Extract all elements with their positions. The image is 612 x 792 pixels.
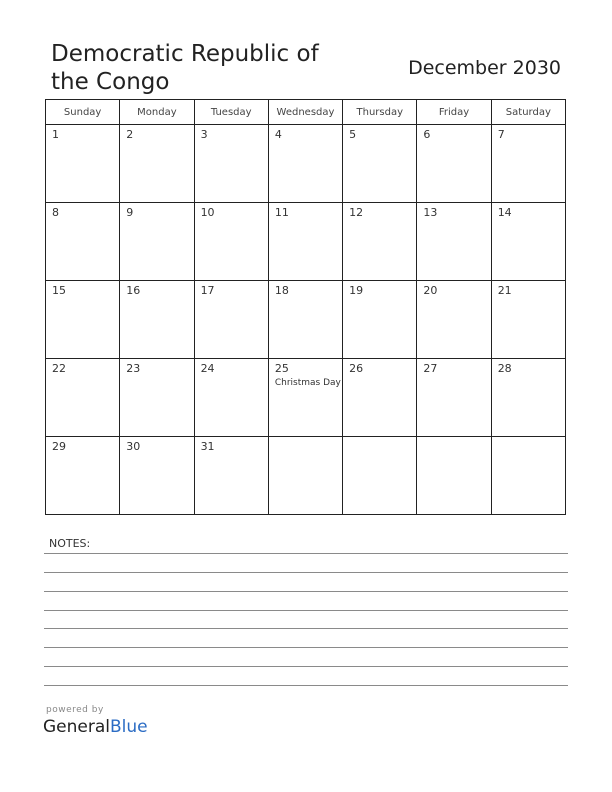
day-cell (120, 203, 194, 281)
week-row (46, 203, 566, 281)
day-number: 8 (52, 206, 59, 219)
day-cell (46, 203, 120, 281)
week-row (46, 437, 566, 515)
day-number: 7 (497, 128, 505, 141)
weekday-tuesday: Tuesday (194, 100, 268, 125)
day-cell (46, 125, 120, 203)
day-number: 18 (274, 284, 289, 297)
day-number: 11 (274, 206, 289, 219)
day-cell (268, 125, 342, 203)
day-cell (194, 281, 268, 359)
day-cell (491, 125, 565, 203)
day-number: 31 (200, 440, 215, 453)
notes-line (44, 610, 568, 611)
day-cell (194, 359, 268, 437)
day-cell (268, 359, 342, 437)
week-row (46, 125, 566, 203)
weekday-wednesday: Wednesday (268, 100, 342, 125)
weekday-saturday: Saturday (491, 100, 565, 125)
day-number: 24 (200, 362, 215, 375)
brand-logo[interactable] (43, 716, 148, 738)
day-cell (491, 281, 565, 359)
day-number: 17 (200, 284, 215, 297)
page-title: Democratic Republic of the Congo (51, 41, 319, 95)
day-number: 20 (423, 284, 438, 297)
notes-line (44, 685, 568, 686)
holiday-label: Christmas Day (274, 378, 341, 388)
day-cell (268, 281, 342, 359)
powered-by-label: powered by (46, 705, 104, 715)
day-cell (417, 281, 491, 359)
day-cell (194, 203, 268, 281)
weekday-friday: Friday (417, 100, 491, 125)
notes-line (44, 628, 568, 629)
month-label: December 2030 (408, 57, 561, 79)
brand-general: General (43, 717, 110, 737)
calendar-grid (45, 99, 566, 515)
day-number: 5 (349, 128, 357, 141)
brand-blue: Blue (110, 717, 148, 737)
day-cell (417, 203, 491, 281)
day-cell (343, 203, 417, 281)
day-number: 4 (274, 128, 282, 141)
day-cell (343, 359, 417, 437)
day-cell (417, 437, 491, 515)
day-cell (120, 281, 194, 359)
day-number: 30 (126, 440, 141, 453)
weekday-header-row (46, 100, 566, 125)
notes-line (44, 572, 568, 573)
week-row (46, 281, 566, 359)
notes-label: NOTES: (49, 537, 91, 550)
day-number: 21 (497, 284, 512, 297)
day-cell (343, 437, 417, 515)
day-cell (120, 437, 194, 515)
day-cell (491, 203, 565, 281)
day-number: 22 (52, 362, 66, 375)
day-cell (120, 125, 194, 203)
notes-line (44, 591, 568, 592)
day-number: 16 (126, 284, 141, 297)
day-number: 29 (52, 440, 66, 453)
day-number: 14 (497, 206, 512, 219)
day-number: 28 (497, 362, 512, 375)
weekday-sunday: Sunday (46, 100, 120, 125)
day-number: 2 (126, 128, 134, 141)
weekday-thursday: Thursday (343, 100, 417, 125)
day-cell (194, 437, 268, 515)
day-number: 9 (126, 206, 134, 219)
day-cell (46, 437, 120, 515)
weekday-monday: Monday (120, 100, 194, 125)
day-cell (268, 203, 342, 281)
notes-line (44, 647, 568, 648)
day-cell (491, 437, 565, 515)
day-cell (417, 125, 491, 203)
day-number: 1 (52, 128, 59, 141)
day-cell (491, 359, 565, 437)
day-number: 27 (423, 362, 438, 375)
day-cell (417, 359, 491, 437)
notes-line (44, 553, 568, 554)
day-number: 12 (349, 206, 364, 219)
day-cell (343, 125, 417, 203)
day-cell (46, 281, 120, 359)
day-number: 23 (126, 362, 141, 375)
notes-line (44, 666, 568, 667)
day-number: 6 (423, 128, 431, 141)
day-cell (268, 437, 342, 515)
day-cell (343, 281, 417, 359)
day-number: 25 (274, 362, 289, 375)
day-cell (46, 359, 120, 437)
day-number: 3 (200, 128, 208, 141)
day-number: 15 (52, 284, 66, 297)
day-number: 10 (200, 206, 215, 219)
day-cell (194, 125, 268, 203)
day-number: 19 (349, 284, 364, 297)
day-cell (120, 359, 194, 437)
day-number: 13 (423, 206, 438, 219)
day-number: 26 (349, 362, 364, 375)
week-row (46, 359, 566, 437)
